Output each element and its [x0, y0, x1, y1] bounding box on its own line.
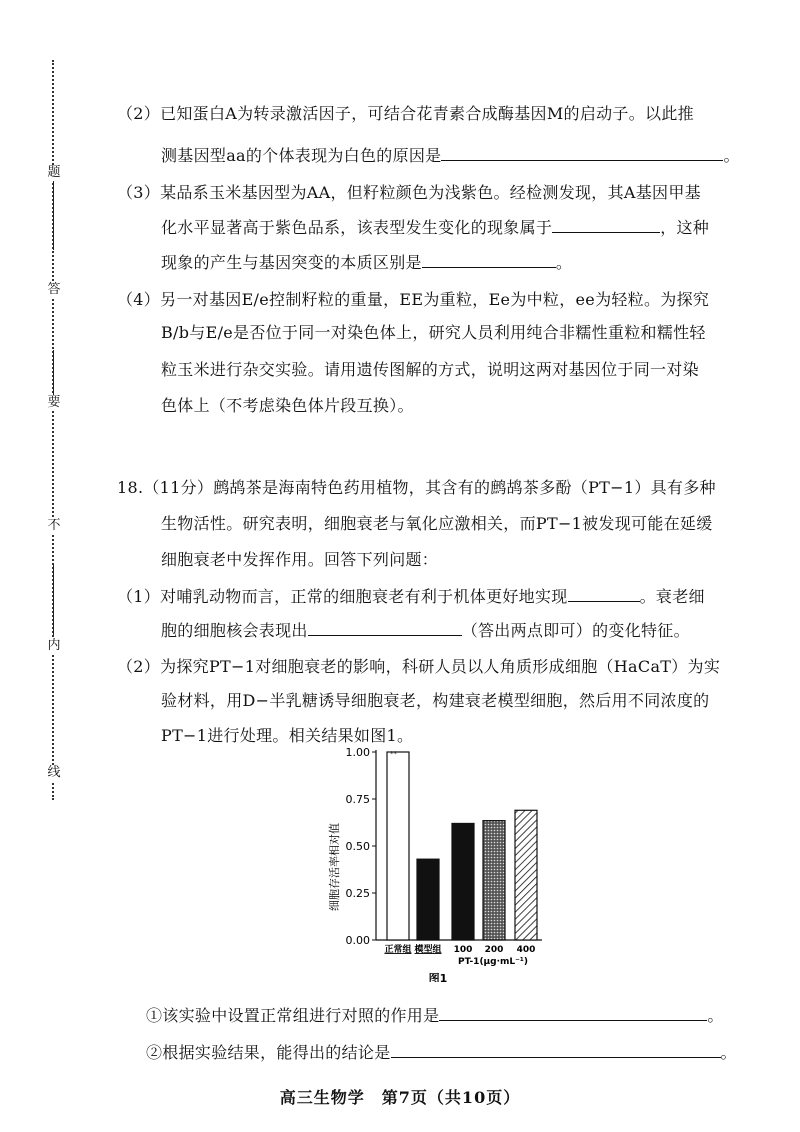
q18-subquestion-2 [146, 1041, 737, 1063]
q18-part1-text: 胞的细胞核会表现出 [161, 621, 308, 640]
q18-part1-text: （1）对哺乳动物而言，正常的细胞衰老有利于机体更好地实现 [117, 587, 568, 606]
binding-margin [44, 60, 64, 800]
category-label: 模型组 [414, 945, 442, 955]
q18-s2-text: ②根据实验结果，能得出的结论是 [146, 1043, 391, 1062]
binding-mark: 答 [44, 282, 64, 298]
y-tick-label: 0.00 [345, 934, 370, 947]
q18-part2-line3: PT−1进行处理。相关结果如图1。 [161, 726, 414, 745]
punct: 。 [707, 1006, 724, 1025]
q18-intro-line1: 18.（11分）鹧鸪茶是海南特色药用植物，其含有的鹧鸪茶多酚（PT−1）具有多种 [117, 478, 716, 497]
q17-part2-text: 测基因型aa的个体表现为白色的原因是 [161, 146, 442, 165]
binding-mark: 内 [44, 638, 64, 654]
q18-part2-line2: 验材料，用D−半乳糖诱导细胞衰老，构建衰老模型细胞，然后用不同浓度的 [161, 691, 710, 710]
figure-1-chart [310, 742, 550, 982]
binding-field-line [53, 180, 54, 250]
punct: 。 [720, 1043, 737, 1062]
y-axis-label: 细胞存活率相对值 [328, 823, 341, 911]
page-footer: 高三生物学 第7页（共10页） [279, 1088, 521, 1107]
q18-part1-line1 [117, 585, 705, 607]
bar-chart-svg [310, 742, 550, 982]
q17-part4-line2: B/b与E/e是否位于同一对染色体上，研究人员利用纯合非糯性重粒和糯性轻 [161, 323, 706, 342]
bar-3 [483, 821, 505, 940]
bar-2 [452, 823, 474, 940]
significance-mark: ** [390, 750, 397, 758]
q17-part3-line2 [161, 216, 709, 238]
punct: 。 [555, 253, 573, 272]
answer-blank[interactable] [568, 585, 640, 602]
answer-blank[interactable] [308, 619, 462, 636]
q18-s1-text: ①该实验中设置正常组进行对照的作用是 [146, 1006, 440, 1025]
binding-field-line [53, 565, 54, 635]
y-tick-label: 0.25 [345, 887, 370, 900]
q17-part3-text: 化水平显著高于紫色品系，该表型发生变化的现象属于 [161, 218, 553, 237]
y-tick-label: 1.00 [345, 746, 370, 759]
category-label: 200 [484, 945, 504, 955]
answer-blank[interactable] [552, 216, 660, 233]
category-label: 100 [453, 945, 473, 955]
bar-1 [417, 859, 439, 940]
q18-intro-line3: 细胞衰老中发挥作用。回答下列问题： [161, 550, 439, 569]
q18-part1-text: （答出两点即可）的变化特征。 [461, 621, 690, 640]
binding-mark: 要 [44, 395, 64, 411]
category-label: 400 [516, 945, 536, 955]
answer-blank[interactable] [391, 1041, 721, 1058]
punct: 。 [723, 146, 740, 165]
q17-part3-text: 现象的产生与基因突变的本质区别是 [161, 253, 422, 272]
q17-part3-line1: （3）某品系玉米基因型为AA，但籽粒颜色为浅紫色。经检测发现，其A基因甲基 [117, 183, 701, 202]
binding-mark: 不 [44, 518, 64, 534]
q18-intro-line2: 生物活性。研究表明，细胞衰老与氧化应激相关，而PT−1被发现可能在延缓 [161, 514, 713, 533]
answer-blank[interactable] [422, 251, 556, 268]
binding-mark: 题 [44, 165, 64, 181]
q18-subquestion-1 [146, 1004, 724, 1026]
chart-title: 图1 [428, 972, 448, 982]
y-tick-label: 0.50 [345, 840, 370, 853]
bar-0 [387, 752, 409, 940]
y-tick-label: 0.75 [345, 793, 370, 806]
q18-part2-line1: （2）为探究PT−1对细胞衰老的影响，科研人员以人角质形成细胞（HaCaT）为实 [117, 657, 721, 676]
q17-part2-line2 [161, 144, 740, 166]
x-axis-label: PT-1(μg·mL⁻¹) [458, 957, 528, 967]
q18-part1-line2 [161, 619, 690, 641]
q17-part3-line3 [161, 251, 572, 273]
answer-blank[interactable] [439, 1004, 707, 1021]
q17-part3-text: ，这种 [660, 218, 710, 237]
q17-part2-line1: （2）已知蛋白A为转录激活因子，可结合花青素合成酶基因M的启动子。以此推 [117, 104, 694, 123]
answer-blank[interactable] [441, 144, 723, 161]
binding-mark: 线 [44, 765, 64, 781]
q17-part4-line1: （4）另一对基因E/e控制籽粒的重量，EE为重粒，Ee为中粒，ee为轻粒。为探究 [117, 290, 710, 309]
bar-4 [515, 810, 537, 940]
category-label: 正常组 [384, 945, 412, 955]
q17-part4-line4: 色体上（不考虑染色体片段互换）。 [161, 396, 414, 415]
q17-part4-line3: 粒玉米进行杂交实验。请用遗传图解的方式，说明这两对基因位于同一对染 [161, 360, 699, 379]
q18-part1-text: 。衰老细 [639, 587, 705, 606]
